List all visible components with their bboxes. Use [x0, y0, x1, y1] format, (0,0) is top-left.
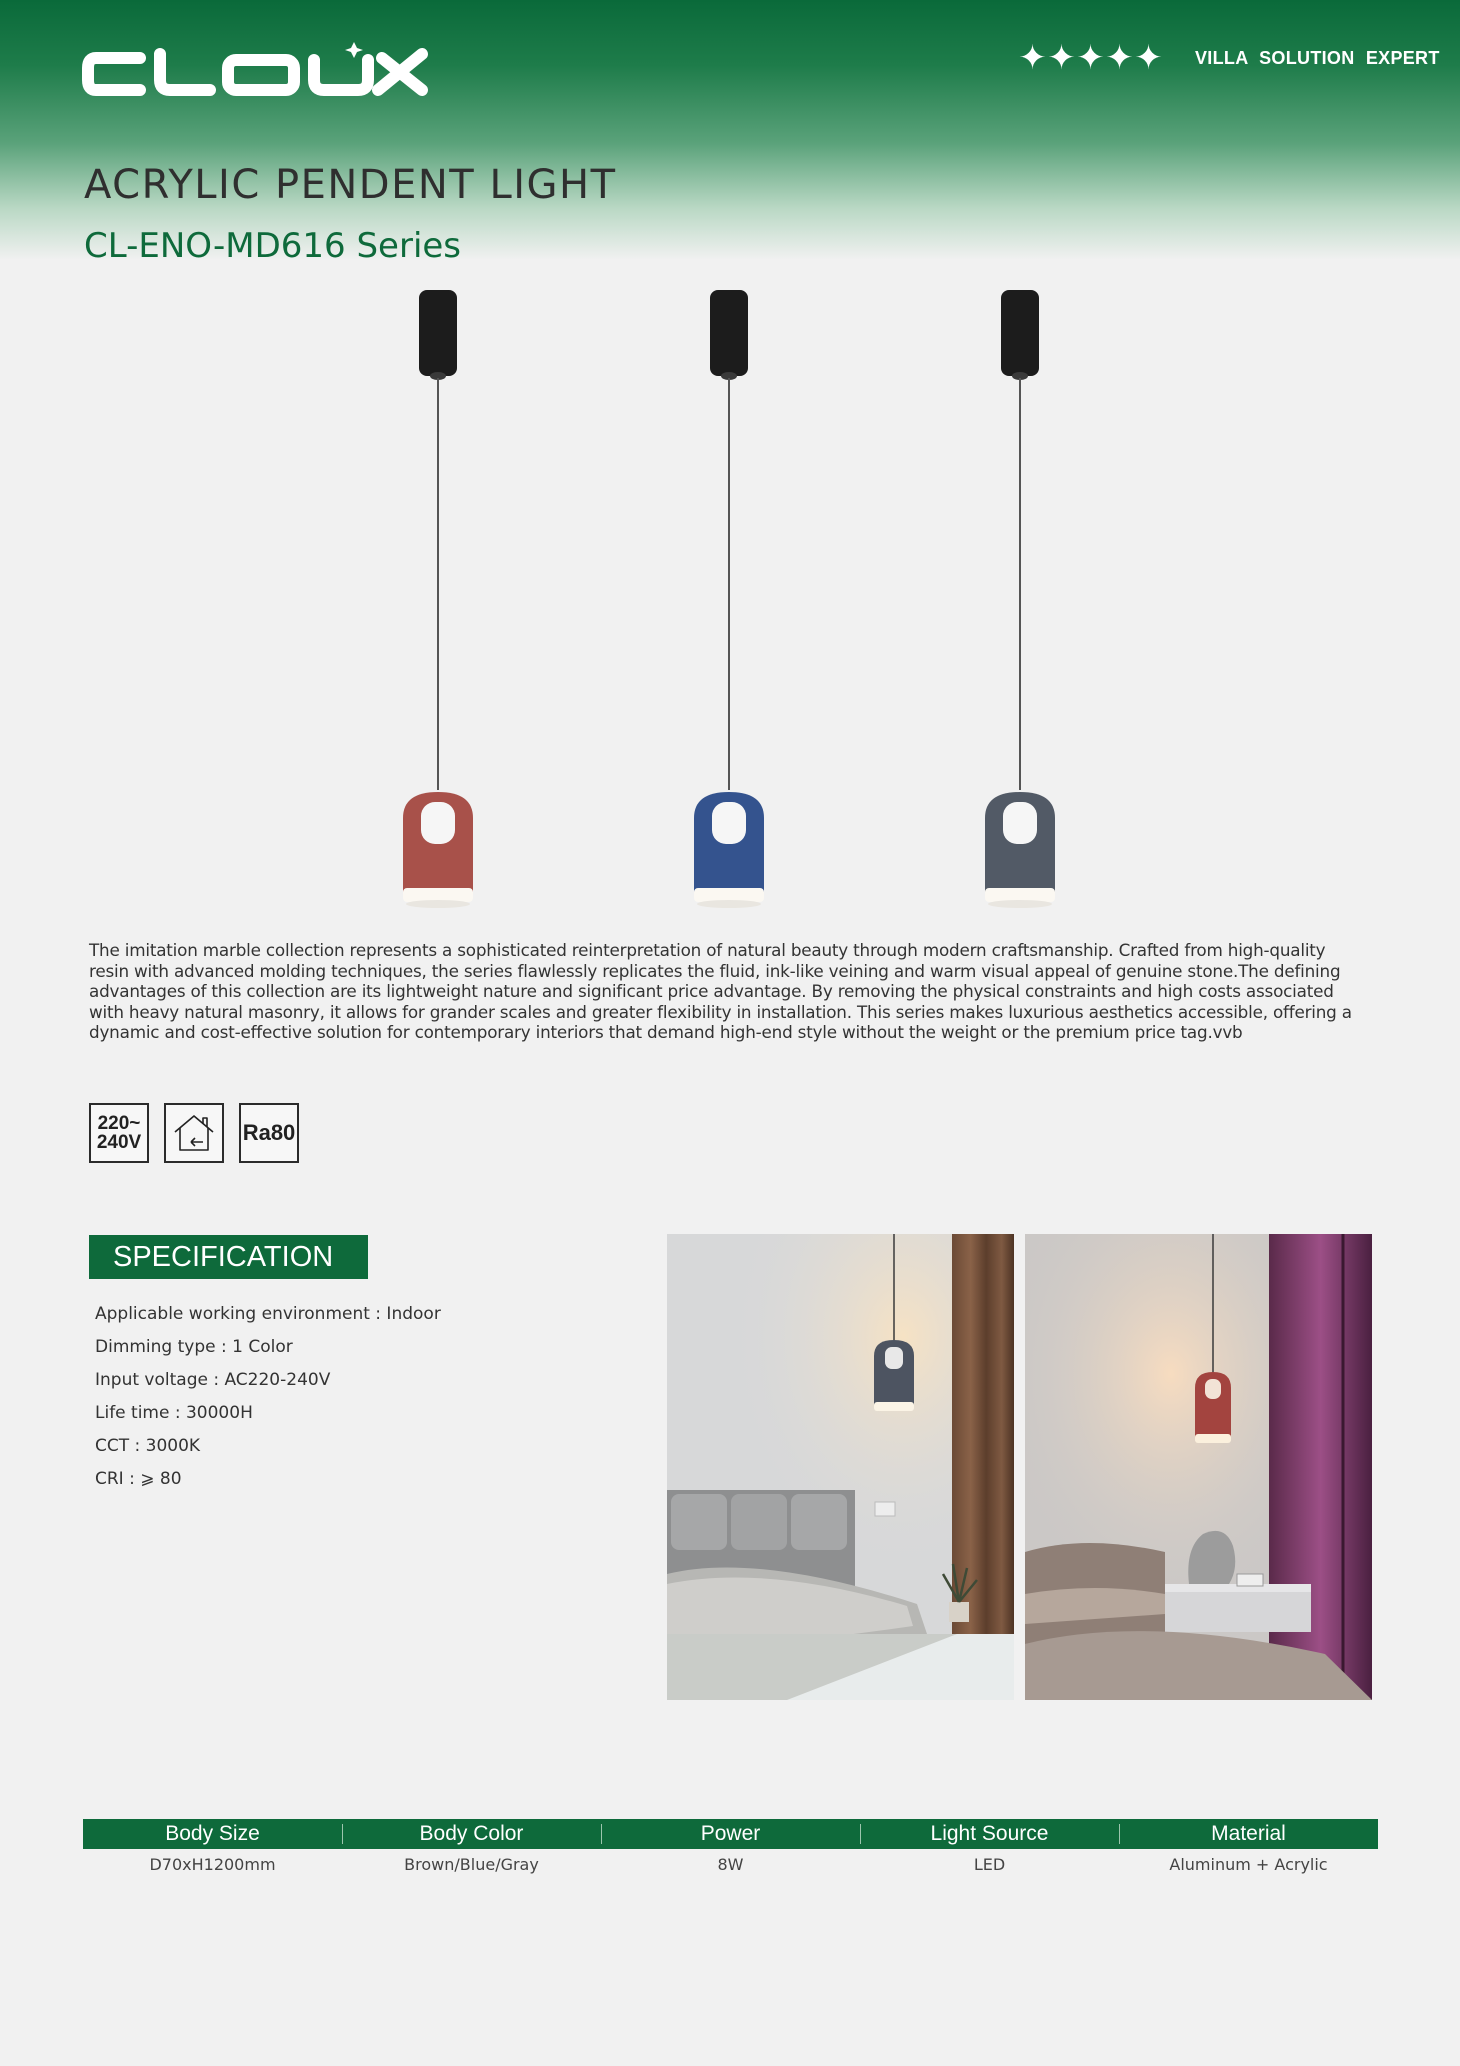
product-title: ACRYLIC PENDENT LIGHT	[84, 162, 617, 208]
voltage-badge	[89, 1103, 149, 1163]
pendant-lamp-gray	[975, 290, 1065, 910]
star-icon: ✦	[1047, 38, 1076, 78]
brand-logo	[82, 40, 437, 104]
indoor-house-icon	[171, 1112, 217, 1154]
spec-item: Dimming type : 1 Color	[95, 1337, 293, 1357]
cri-badge: Ra80	[239, 1103, 299, 1163]
table-header-power: Power	[601, 1819, 860, 1849]
header-banner	[0, 0, 1460, 260]
indoor-badge	[164, 1103, 224, 1163]
voltage-badge-line2: 240V	[96, 1132, 142, 1153]
table-header-body-color: Body Color	[342, 1819, 601, 1849]
scene-photo-brown-lamp	[1025, 1234, 1372, 1700]
star-icon: ✦	[1018, 38, 1047, 78]
table-row	[83, 1855, 1378, 1874]
spec-item: Input voltage : AC220-240V	[95, 1370, 331, 1390]
product-series: CL-ENO-MD616 Series	[84, 226, 462, 266]
table-cell-power: 8W	[717, 1855, 744, 1874]
table-header-material: Material	[1119, 1819, 1378, 1849]
brand-tagline: VILLA SOLUTION EXPERT	[1195, 48, 1440, 68]
scene-photo-gray-lamp	[667, 1234, 1014, 1700]
star-icon: ✦	[1134, 38, 1163, 78]
spec-item: Applicable working environment : Indoor	[95, 1304, 441, 1324]
table-header-light-source: Light Source	[860, 1819, 1119, 1849]
star-icon: ✦	[1105, 38, 1134, 78]
spec-item: CRI : ⩾ 80	[95, 1469, 182, 1489]
table-cell-body-size: D70xH1200mm	[149, 1855, 276, 1874]
table-header-body-size: Body Size	[165, 1822, 260, 1845]
spec-table-header	[83, 1819, 1378, 1849]
star-icon: ✦	[1076, 38, 1105, 78]
specification-list	[95, 1302, 441, 1500]
product-description: The imitation marble collection represents a sophisticated reinterpretation of natural beauty through modern craftsmanship. Crafted from high-quality resin with advanced molding techniques, the series flawlessly replicates the fluid, ink-like veining and warm visual appeal of genuine stone.The defining advantages of this collection are its lightweight nature and significant price advantage. By removing the physical constraints and high costs associated with heavy natural masonry, it allows for grander scales and greater flexibility in installation. This series makes luxurious aesthetics accessible, offering a dynamic and cost-effective solution for contemporary interiors that demand high-end style without the weight or the premium price tag.vvb	[89, 940, 1352, 1043]
table-cell-material: Aluminum + Acrylic	[1169, 1855, 1328, 1874]
pendant-lamp-blue	[684, 290, 774, 910]
rating-stars	[1018, 40, 1163, 76]
specification-heading: SPECIFICATION	[89, 1235, 368, 1279]
voltage-badge-line1: 220~	[97, 1113, 141, 1134]
spec-item: CCT : 3000K	[95, 1436, 201, 1456]
pendant-lamp-brown	[393, 290, 483, 910]
spec-item: Life time : 30000H	[95, 1403, 253, 1423]
table-cell-light-source: LED	[973, 1855, 1006, 1874]
table-cell-body-color: Brown/Blue/Gray	[404, 1855, 539, 1874]
